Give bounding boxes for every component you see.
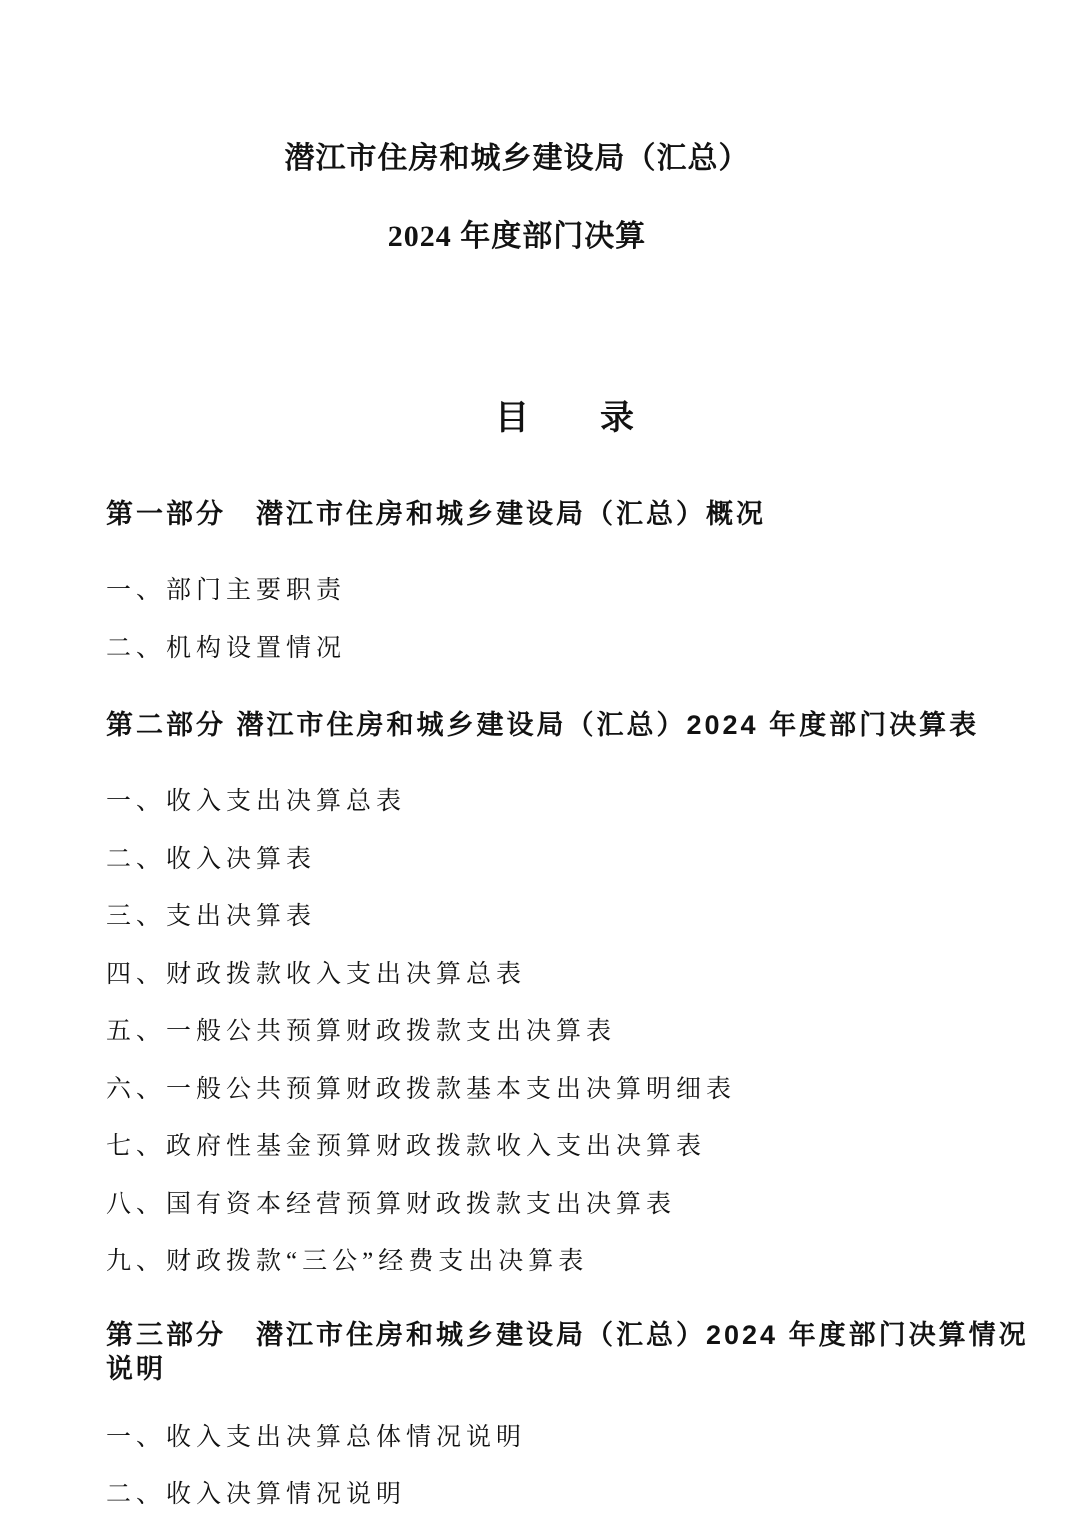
document-title-line-2: 2024 年度部门决算 [387, 220, 647, 253]
toc-section-statements [0, 708, 1074, 1291]
toc-entry-part2-item9: 九、财政拨款“三公”经费支出决算表 [106, 1248, 589, 1275]
toc-section-notes [0, 1318, 1074, 1524]
section-heading-part2: 第二部分 潜江市住房和城乡建设局（汇总）2024 年度部门决算表 [106, 710, 980, 740]
toc-entry-part2-item1: 一、收入支出决算总表 [106, 788, 407, 815]
section-heading-part3: 第三部分 潜江市住房和城乡建设局（汇总）2024 年度部门决算情况说明 [106, 1319, 1029, 1384]
document-title-line-1: 潜江市住房和城乡建设局（汇总） [284, 142, 750, 175]
toc-entry-part3-item2: 二、收入决算情况说明 [106, 1481, 407, 1508]
toc-entry-part2-item7: 七、政府性基金预算财政拨款收入支出决算表 [106, 1133, 707, 1160]
toc-items-part1 [106, 562, 1058, 677]
toc-entry-part1-item1: 一、部门主要职责 [106, 577, 347, 604]
toc-entry-part2-item3: 三、支出决算表 [106, 903, 317, 930]
toc-entry-part2-item6: 六、一般公共预算财政拨款基本支出决算明细表 [106, 1075, 737, 1103]
toc-entry-part2-item5: 五、一般公共预算财政拨款支出决算表 [106, 1018, 617, 1045]
toc-entry-part2-item8: 八、国有资本经营预算财政拨款支出决算表 [106, 1190, 677, 1218]
toc-entry-part2-item2: 二、收入决算表 [106, 845, 317, 873]
toc-section-overview [0, 497, 1074, 677]
toc-entry-part2-item4: 四、财政拨款收入支出决算总表 [106, 960, 527, 988]
toc-title: 目 录 [495, 400, 635, 437]
toc-items-part3 [106, 1409, 1058, 1524]
section-heading-part1: 第一部分 潜江市住房和城乡建设局（汇总）概况 [106, 499, 766, 529]
toc-entry-part1-item2: 二、机构设置情况 [106, 634, 347, 662]
toc-items-part2 [106, 773, 1058, 1291]
toc-entry-part3-item1: 一、收入支出决算总体情况说明 [106, 1423, 527, 1451]
